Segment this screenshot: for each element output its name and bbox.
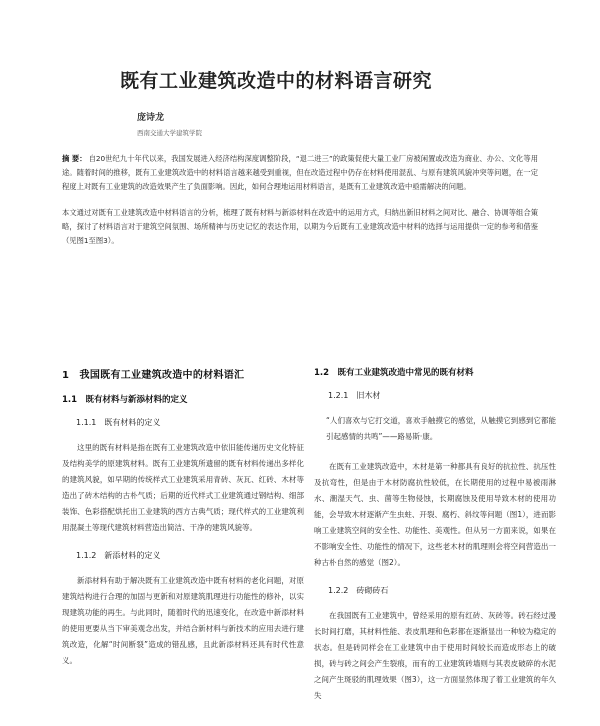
author-affiliation: 西南交通大学建筑学院 [137,129,202,137]
body-paragraph: 在我国既有工业建筑中，曾经采用的原有红砖、灰砖等。砖石经过漫长时间打磨，其材料性能、表皮肌理和色彩都在逐渐显出一种较为稳定的状态。但是砖同样会在工业建筑中由于使用时间较长而造成形态上的破损，砖与砖之间会产生裂痕，而有的工业建筑砖墙则与其表皮破碎的水泥之间产生斑驳的肌理效果（图3），这一方面显然体现了着工业建筑的年久失 [314,611,556,700]
right-column [314,360,556,718]
quotation: “人们喜欢与它打交道，喜欢手触摸它的感觉，从触摸它到感到它都能引起感情的共鸣”——路易斯·康。 [326,416,556,441]
abstract [62,152,538,260]
body-paragraph: 这里的既有材料是指在既有工业建筑改造中依旧能传递历史文化特征及结构美学的原建筑材料。既有工业建筑所遗留的既有材料传递出多样化的建筑风貌，如早期的传统样式工业建筑采用青砖、灰瓦、红砖、木材等造出了砖木结构的古朴气质；后期的近代样式工业建筑通过钢结构、细部装饰、色彩搭配烘托出工业建筑的西方古典气质；现代样式的工业建筑利用混凝土等现代建筑材料营造出简洁、干净的建筑风貌等。 [62,443,304,532]
section-heading-1-1: 1.1 既有材料与新添材料的定义 [62,395,188,405]
left-column [62,360,304,683]
section-heading-1-1-2: 1.1.2 新添材料的定义 [76,551,161,560]
abstract-text: 自20世纪九十年代以来，我国发展进入经济结构深度调整阶段，“退二进三”的政策促使大量工业厂房被闲置或改造为商业、办公、文化等用途。随着时间的推移，既有工业建筑改造中的材料语言越来越受到重视，但在改造过程中仍存在材料使用混乱、与原有建筑风貌冲突等问题，在一定程度上对既有工业建筑的改造效果产生了负面影响。因此，如何合理地运用材料语言，是既有工业建筑改造中亟需解决的问题。 [62,154,539,191]
author-name: 庞诗龙 [137,113,165,123]
section-heading-1-2: 1.2 既有工业建筑改造中常见的既有材料 [314,368,474,378]
paper-title: 既有工业建筑改造中的材料语言研究 [120,70,433,92]
abstract-paragraph [62,152,538,194]
body-paragraph: 新添材料有助于解决既有工业建筑改造中既有材料的老化问题，对原建筑结构进行合理的加固与更新和对原建筑肌理进行功能性的修补，以实现建筑功能的再生。与此同时，随着时代的迅速变化，在改造中新添材料的使用更要从当下审美观念出发，并结合新材料与新技术的应用去进行建筑改造，化解“时间断裂”造成的错乱感，且此新添材料还具有时代性意义。 [62,576,304,665]
body-paragraph: 在既有工业建筑改造中，木材是第一种都具有良好的抗拉性、抗压性及抗弯性，但是由于木材防腐抗性较低，在长期使用的过程中易被雨淋水、潮湿天气、虫、菌等生物侵蚀，长期腐蚀及使用导致木材的使用功能，会导致木材逐渐产生虫蛀、开裂、腐朽、斜纹等问题（图1），进而影响工业建筑空间的安全性、功能性、美观性。但从另一方面来说，如果在不影响安全性、功能性的情况下，这些老木材的肌理则会将空间营造出一种古朴自然的感觉（图2）。 [314,462,556,567]
section-heading-1: 1 我国既有工业建筑改造中的材料语汇 [62,370,245,381]
section-heading-1-1-1: 1.1.1 既有材料的定义 [76,418,161,427]
section-heading-1-2-2: 1.2.2 砖砌砖石 [328,586,389,595]
section-heading-1-2-1: 1.2.1 旧木材 [328,391,381,400]
abstract-label: 摘 要： [62,154,87,163]
abstract-paragraph-2: 本文通过对既有工业建筑改造中材料语言的分析，梳理了既有材料与新添材料在改造中的运用方式，归纳出新旧材料之间对比、融合、协调等组合策略，探讨了材料语言对于建筑空间氛围、场所精神与历史记忆的表达作用，以期为今后既有工业建筑改造中材料的选择与运用提供一定的参考和借鉴（见图1至图3）。 [62,208,538,245]
